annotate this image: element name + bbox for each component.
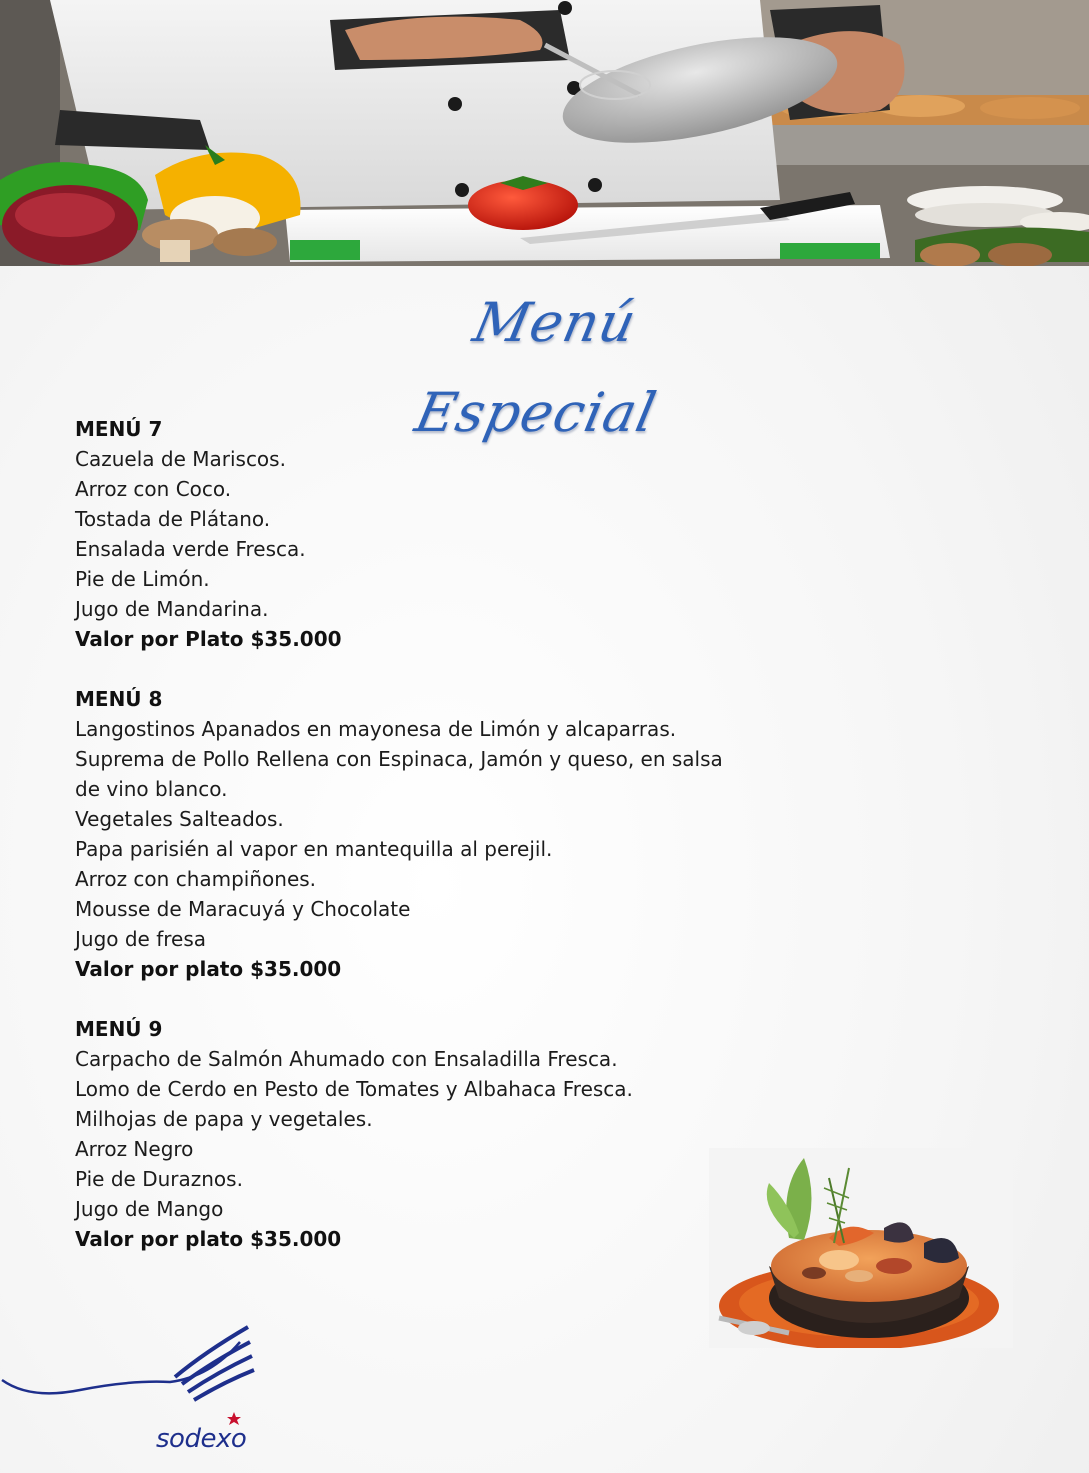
sodexo-logo bbox=[0, 1322, 260, 1462]
menu-7-section bbox=[75, 414, 775, 654]
menu-item: Jugo de Mandarina. bbox=[75, 597, 269, 621]
menu-heading: MENÚ 7 bbox=[75, 417, 163, 441]
sodexo-logo-text: sodexo bbox=[156, 1424, 247, 1454]
menu-item: Jugo de fresa bbox=[75, 927, 207, 951]
menu-heading: MENÚ 9 bbox=[75, 1017, 163, 1041]
menu-item: Tostada de Plátano. bbox=[75, 507, 271, 531]
menu-8-section bbox=[75, 684, 775, 984]
menu-item: Arroz Negro bbox=[75, 1137, 194, 1161]
menu-item: Arroz con champiñones. bbox=[75, 867, 317, 891]
menu-price: Valor por plato $35.000 bbox=[75, 1227, 342, 1251]
menu-price: Valor por plato $35.000 bbox=[75, 957, 342, 981]
menu-item: Mousse de Maracuyá y Chocolate bbox=[75, 897, 411, 921]
menu-item: Pie de Limón. bbox=[75, 567, 210, 591]
menu-item: Milhojas de papa y vegetales. bbox=[75, 1107, 373, 1131]
menu-price: Valor por Plato $35.000 bbox=[75, 627, 342, 651]
menu-item: Arroz con Coco. bbox=[75, 477, 232, 501]
menu-item: Lomo de Cerdo en Pesto de Tomates y Albahaca Fresca. bbox=[75, 1077, 633, 1101]
header-photo-chef bbox=[0, 0, 1089, 266]
page-title: Menú Especial bbox=[409, 291, 662, 444]
menu-item: Papa parisién al vapor en mantequilla al perejil. bbox=[75, 837, 553, 861]
menu-item: de vino blanco. bbox=[75, 777, 228, 801]
menu-9-section bbox=[75, 1014, 775, 1254]
menu-item: Pie de Duraznos. bbox=[75, 1167, 243, 1191]
menu-item: Langostinos Apanados en mayonesa de Limón y alcaparras. bbox=[75, 717, 677, 741]
menu-item: Carpacho de Salmón Ahumado con Ensaladilla Fresca. bbox=[75, 1047, 618, 1071]
menu-item: Cazuela de Mariscos. bbox=[75, 447, 286, 471]
menu-item: Suprema de Pollo Rellena con Espinaca, Jamón y queso, en salsa bbox=[75, 747, 723, 771]
menu-item: Vegetales Salteados. bbox=[75, 807, 284, 831]
menu-item: Jugo de Mango bbox=[75, 1197, 224, 1221]
menu-item: Ensalada verde Fresca. bbox=[75, 537, 306, 561]
menu-heading: MENÚ 8 bbox=[75, 687, 163, 711]
seafood-dish-photo bbox=[709, 1148, 1013, 1348]
